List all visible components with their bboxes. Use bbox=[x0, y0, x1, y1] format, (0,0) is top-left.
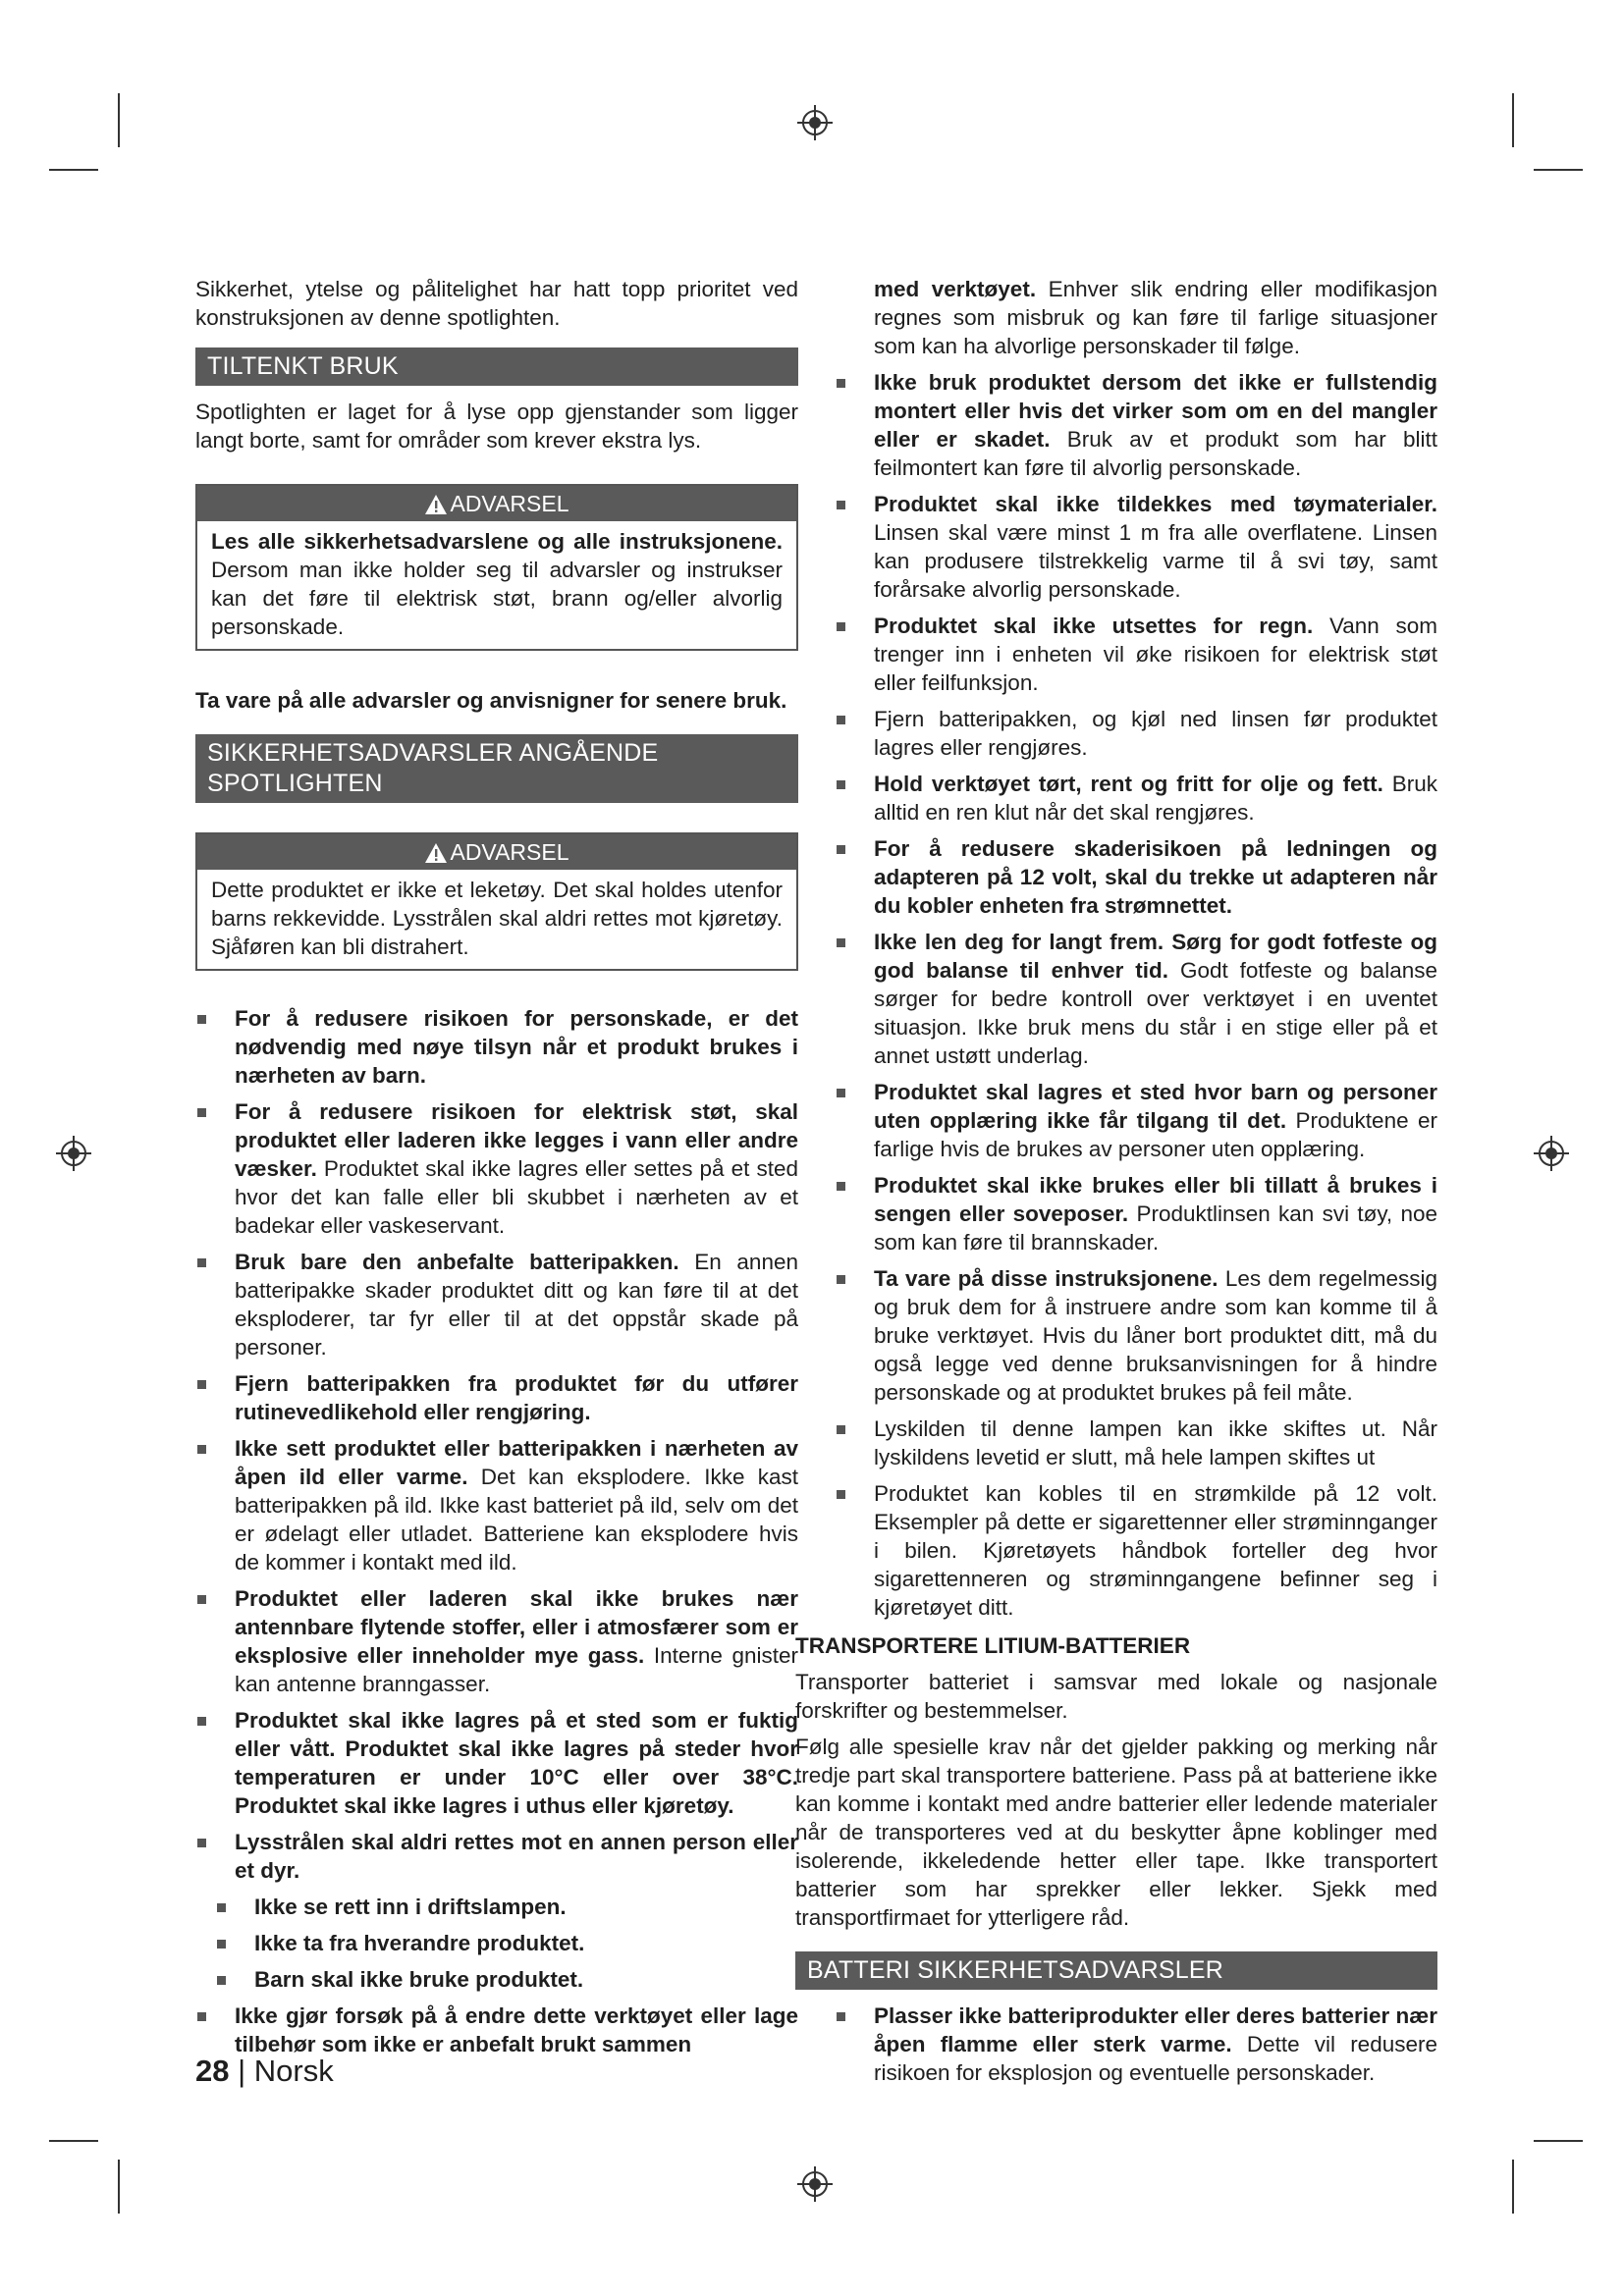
crop-mark bbox=[1534, 169, 1583, 171]
warning-title: ADVARSEL bbox=[197, 486, 796, 521]
footer-language: Norsk bbox=[253, 2054, 334, 2088]
list-item: For å redusere skaderisikoen på ledningen og adapteren på 12 volt, skal du trekke ut adapteren når du kobler enheten fra strømnettet. bbox=[835, 834, 1437, 920]
list-item: Ta vare på disse instruksjonene. Les dem regelmessig og bruk dem for å instruere andre som kan komme til å bruke verktøyet. Hvis du låner bort produktet ditt, må du også legge ved denne bruksanvisningen for å hindre personskade og at produktet brukes på feil måte. bbox=[835, 1264, 1437, 1407]
battery-section-heading: BATTERI SIKKERHETSADVARSLER bbox=[795, 1951, 1437, 1990]
intended-use-text: Spotlighten er laget for å lyse opp gjenstander som ligger langt borte, samt for områder som krever ekstra lys. bbox=[195, 400, 798, 453]
keep-note: Ta vare på alle advarsler og anvisnigner for senere bruk. bbox=[195, 688, 787, 713]
transport-paragraph-1: Transporter batteriet i samsvar med lokale og nasjonale forskrifter og bestemmelser. bbox=[795, 1670, 1437, 1723]
transport-heading: TRANSPORTERE LITIUM-BATTERIER bbox=[795, 1633, 1191, 1658]
registration-mark-icon bbox=[795, 2164, 835, 2204]
sub-list-item: Ikke ta fra hverandre produktet. bbox=[195, 1929, 798, 1957]
page-footer bbox=[195, 2052, 334, 2091]
list-item: Produktet skal lagres et sted hvor barn og personer uten opplæring ikke får tilgang til det. Produktene er farlige hvis de brukes av personer uten opplæring. bbox=[835, 1078, 1437, 1163]
list-item: For å redusere risikoen for personskade, er det nødvendig med nøye tilsyn når et produkt brukes i nærheten av barn. bbox=[195, 1004, 798, 1090]
crop-mark bbox=[1534, 2140, 1583, 2142]
registration-mark-icon bbox=[54, 1134, 93, 1173]
registration-mark-icon bbox=[795, 103, 835, 142]
footer-separator: | bbox=[229, 2054, 254, 2088]
list-item: Ikke bruk produktet dersom det ikke er fullstendig montert eller hvis det virker som om en del mangler eller er skadet. Bruk av et produkt som har blitt feilmontert kan føre til alvorlig personskade. bbox=[835, 368, 1437, 482]
list-item: Produktet skal ikke lagres på et sted som er fuktig eller vått. Produktet skal ikke lagres på steder hvor temperaturen er under 10°C eller over 38°C. Produktet skal ikke lagres i uthus eller kjøretøy. bbox=[195, 1706, 798, 1820]
list-item: Produktet kan kobles til en strømkilde på 12 volt. Eksempler på dette er sigarettenner eller strøminnganger i bilen. Kjøretøyets håndbok forteller deg hvor sigarettenneren og strøminngangene befinner seg i kjøretøyet ditt. bbox=[835, 1479, 1437, 1622]
page-number: 28 bbox=[195, 2054, 230, 2088]
list-item: Fjern batteripakken, og kjøl ned linsen før produktet lagres eller rengjøres. bbox=[835, 705, 1437, 762]
warning-triangle-icon bbox=[424, 494, 448, 515]
warning-box-2 bbox=[195, 832, 798, 971]
list-item: Ikke gjør forsøk på å endre dette verktøyet eller lage tilbehør som ikke er anbefalt brukt sammen bbox=[195, 2002, 798, 2058]
list-item: For å redusere risikoen for elektrisk støt, skal produktet eller laderen ikke legges i vann eller andre væsker. Produktet skal ikke lagres eller settes på et sted hvor det kan falle eller bli skubbet i nærheten av et badekar eller vaskeservant. bbox=[195, 1097, 798, 1240]
sub-list-item: Barn skal ikke bruke produktet. bbox=[195, 1965, 798, 1994]
list-item: Produktet skal ikke tildekkes med tøymaterialer. Linsen skal være minst 1 m fra alle overflatene. Linsen kan produsere tilstrekkelig varme til å svi tøy, samt forårsake alvorlig personskade. bbox=[835, 490, 1437, 604]
intended-use-heading: TILTENKT BRUK bbox=[195, 347, 798, 386]
right-column bbox=[795, 275, 1438, 2095]
transport-paragraph-2: Følg alle spesielle krav når det gjelder pakking og merking når tredje part skal transportere batteriene. Pass på at batteriene ikke kan komme i kontakt med andre batterier eller ledende materialer når de transporteres ved at du beskytter åpne koblinger med isolerende, ikkeledende hetter eller tape. Ikke transportert batterier som har sprekker eller lekker. Sjekk med transportfirmaet for ytterligere råd. bbox=[795, 1735, 1437, 1930]
list-item: Lysstrålen skal aldri rettes mot en annen person eller et dyr. bbox=[195, 1828, 798, 1885]
crop-mark bbox=[118, 93, 120, 147]
list-item: Produktet eller laderen skal ikke brukes nær antennbare flytende stoffer, eller i atmosfærer som er eksplosive eller inneholder mye gass. Interne gnister kan antenne branngasser. bbox=[195, 1584, 798, 1698]
warning-text: Dersom man ikke holder seg til advarsler og instrukser kan det føre til elektrisk støt, brann og/eller alvorlig personskade. bbox=[211, 558, 783, 639]
warning-body: Dette produktet er ikke et leketøy. Det skal holdes utenfor barns rekkevidde. Lysstrålen skal aldri rettes mot kjøretøy. Sjåføren kan bli distrahert. bbox=[211, 878, 783, 959]
list-item: Fjern batteripakken fra produktet før du utfører rutinevedlikehold eller rengjøring. bbox=[195, 1369, 798, 1426]
warning-triangle-icon bbox=[424, 842, 448, 864]
list-item: Lyskilden til denne lampen kan ikke skiftes ut. Når lyskildens levetid er slutt, må hele lampen skiftes ut bbox=[835, 1415, 1437, 1471]
sub-list-item: Ikke se rett inn i driftslampen. bbox=[195, 1893, 798, 1921]
continuation-text: med verktøyet. Enhver slik endring eller modifikasjon regnes som misbruk og kan føre til farlige situasjoner som kan ha alvorlige personskader til følge. bbox=[874, 277, 1437, 358]
right-bullet-list bbox=[835, 368, 1437, 1622]
list-item: Ikke sett produktet eller batteripakken i nærheten av åpen ild eller varme. Det kan eksplodere. Ikke kast batteripakken på ild. Ikke kast batteriet på ild, selv om det er ødelagt eller utladet. Batteriene kan eksplodere hvis de kommer i kontakt med ild. bbox=[195, 1434, 798, 1576]
list-item: Hold verktøyet tørt, rent og fritt for olje og fett. Bruk alltid en ren klut når det skal rengjøres. bbox=[835, 770, 1437, 827]
list-item: Ikke len deg for langt frem. Sørg for godt fotfeste og god balanse til enhver tid. Godt fotfeste og balanse sørger for bedre kontroll over verktøyet i en uventet situasjon. Ikke bruk mens du står i en stige eller på et annet ustøtt underlag. bbox=[835, 928, 1437, 1070]
list-item: Produktet skal ikke utsettes for regn. Vann som trenger inn i enheten vil øke risikoen for elektrisk støt eller feilfunksjon. bbox=[835, 612, 1437, 697]
list-item: Produktet skal ikke brukes eller bli tillatt å brukes i sengen eller soveposer. Produktlinsen kan svi tøy, noe som kan føre til brannskader. bbox=[835, 1171, 1437, 1256]
list-item: Bruk bare den anbefalte batteripakken. En annen batteripakke skader produktet ditt og kan føre til at det eksploderer, tar fyr eller til at det oppstår skade på personer. bbox=[195, 1248, 798, 1362]
crop-mark bbox=[49, 169, 98, 171]
crop-mark bbox=[118, 2160, 120, 2214]
left-bullet-list bbox=[195, 1004, 798, 2058]
warning-box bbox=[195, 484, 798, 651]
crop-mark bbox=[1512, 93, 1514, 147]
registration-mark-icon bbox=[1532, 1134, 1571, 1173]
safety-section-heading: SIKKERHETSADVARSLER ANGÅENDE SPOTLIGHTEN bbox=[195, 734, 798, 803]
intro-paragraph: Sikkerhet, ytelse og pålitelighet har hatt topp prioritet ved konstruksjonen av denne spotlighten. bbox=[195, 277, 798, 330]
warning-body bbox=[197, 521, 796, 649]
warning-title: ADVARSEL bbox=[197, 834, 796, 870]
left-column bbox=[195, 275, 798, 2066]
warning-bold-text: Les alle sikkerhetsadvarslene og alle instruksjonene. bbox=[211, 529, 783, 554]
battery-bullet-list bbox=[835, 2002, 1437, 2087]
crop-mark bbox=[49, 2140, 98, 2142]
crop-mark bbox=[1512, 2160, 1514, 2214]
list-item: Plasser ikke batteriprodukter eller deres batterier nær åpen flamme eller sterk varme. Dette vil redusere risikoen for eksplosjon og eventuelle personskader. bbox=[835, 2002, 1437, 2087]
